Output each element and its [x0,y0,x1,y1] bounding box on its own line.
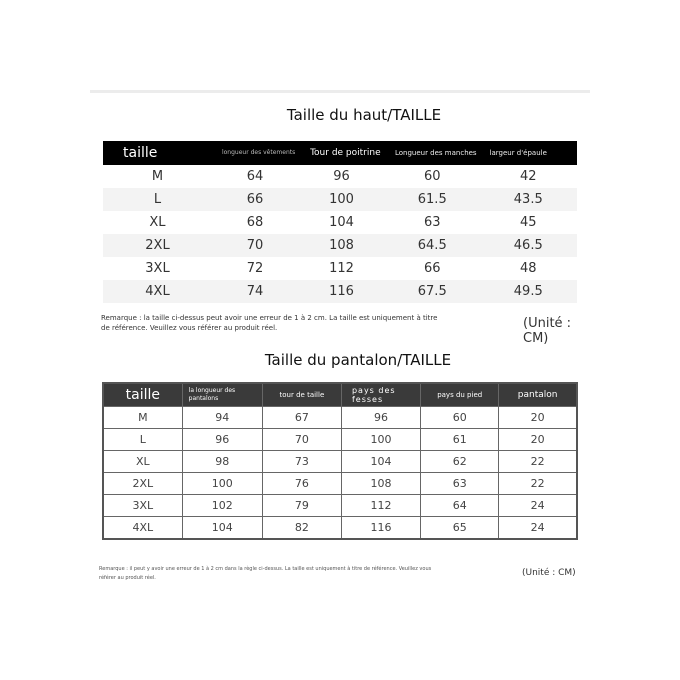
cell: 24 [499,495,577,517]
cell: 62 [421,451,499,473]
top-table-note: Remarque : la taille ci-dessus peut avoir une erreur de 1 à 2 cm. La taille est uniquement à titre de référence. Veuillez vous référer au produit réel. [101,314,438,332]
cell: 102 [182,495,262,517]
cell: 112 [329,261,354,276]
cell: 96 [182,429,262,451]
pants-size-chart-title: Taille du pantalon/TAILLE [264,351,452,369]
table-header-row [103,383,577,407]
table-row [103,451,577,473]
cell: 3XL [145,261,170,276]
cell: 43.5 [480,188,577,211]
cell: 64 [246,169,264,184]
table-row [103,280,577,303]
header-sleeve-length: Longueur des manches [394,148,477,157]
cell: 3XL [103,495,182,517]
cell: 2XL [103,234,212,257]
cell: 22 [499,451,577,473]
cell: 60 [421,407,499,429]
table-row [103,407,577,429]
cell: 42 [519,169,537,184]
header-pants-length: la longueur des pantalons [182,383,262,407]
cell: XL [103,451,182,473]
cell: 100 [182,473,262,495]
cell: 67.5 [385,280,480,303]
cell: 68 [246,215,264,230]
cell: 4XL [103,280,212,303]
cell: 45 [519,215,537,230]
cell: 20 [499,429,577,451]
cell: L [103,429,182,451]
header-garment-length: longueur des vêtements [221,149,296,156]
cell: 72 [246,261,264,276]
table-row [103,165,577,188]
header-size: taille [103,383,182,407]
cell: 96 [341,407,420,429]
cell: 61.5 [385,188,480,211]
header-size: taille [123,145,158,161]
table-row [103,211,577,234]
cell: 116 [298,280,385,303]
table-row [103,517,577,540]
cell: 96 [333,169,350,184]
header-hips: pays des fesses [341,383,420,407]
top-table-unit: (Unité : CM) [523,316,572,346]
cell: 108 [298,234,385,257]
cell: 73 [262,451,341,473]
cell: 74 [212,280,298,303]
table-row [103,429,577,451]
cell: 112 [341,495,420,517]
cell: M [151,169,164,184]
cell: 66 [212,188,298,211]
cell: 70 [262,429,341,451]
cell: 63 [421,473,499,495]
cell: 46.5 [480,234,577,257]
cell: 94 [182,407,262,429]
cell: 48 [519,261,537,276]
cell: 100 [341,429,420,451]
cell: 108 [341,473,420,495]
top-size-chart-title: Taille du haut/TAILLE [286,106,442,124]
cell: 104 [329,215,354,230]
cell: 104 [182,517,262,540]
cell: 76 [262,473,341,495]
cell: L [103,188,212,211]
cell: 82 [262,517,341,540]
table-header-row [103,141,577,165]
cell: XL [149,215,166,230]
pants-table-note: Remarque : il peut y avoir une erreur de 1 à 2 cm dans la règle ci-dessus. La taille est uniquement à titre de référence. Veuillez vous référer au produit réel. [99,566,432,581]
cell: 100 [298,188,385,211]
table-row [103,495,577,517]
cell: 22 [499,473,577,495]
cell: 116 [341,517,420,540]
cell: 104 [341,451,420,473]
header-waist: tour de taille [262,383,341,407]
cell: 49.5 [480,280,577,303]
table-row [103,188,577,211]
cell: 63 [423,215,441,230]
cell: 65 [421,517,499,540]
cell: 70 [212,234,298,257]
top-divider [90,90,590,93]
pants-table-unit: (Unité : CM) [522,568,576,578]
cell: 79 [262,495,341,517]
header-leg-opening: pays du pied [421,383,499,407]
cell: 61 [421,429,499,451]
header-shoulder-width: largeur d'épaule [489,148,547,157]
cell: 20 [499,407,577,429]
header-chest: Tour de poitrine [310,147,381,158]
header-pants: pantalon [499,383,577,407]
cell: 60 [423,169,441,184]
cell: 67 [262,407,341,429]
cell: M [103,407,182,429]
cell: 2XL [103,473,182,495]
cell: 4XL [103,517,182,540]
table-row [103,257,577,280]
pants-size-table [102,382,578,540]
table-row [103,473,577,495]
cell: 64.5 [385,234,480,257]
cell: 24 [499,517,577,540]
cell: 98 [182,451,262,473]
table-row [103,234,577,257]
top-size-table [103,141,577,303]
cell: 64 [421,495,499,517]
cell: 66 [423,261,441,276]
